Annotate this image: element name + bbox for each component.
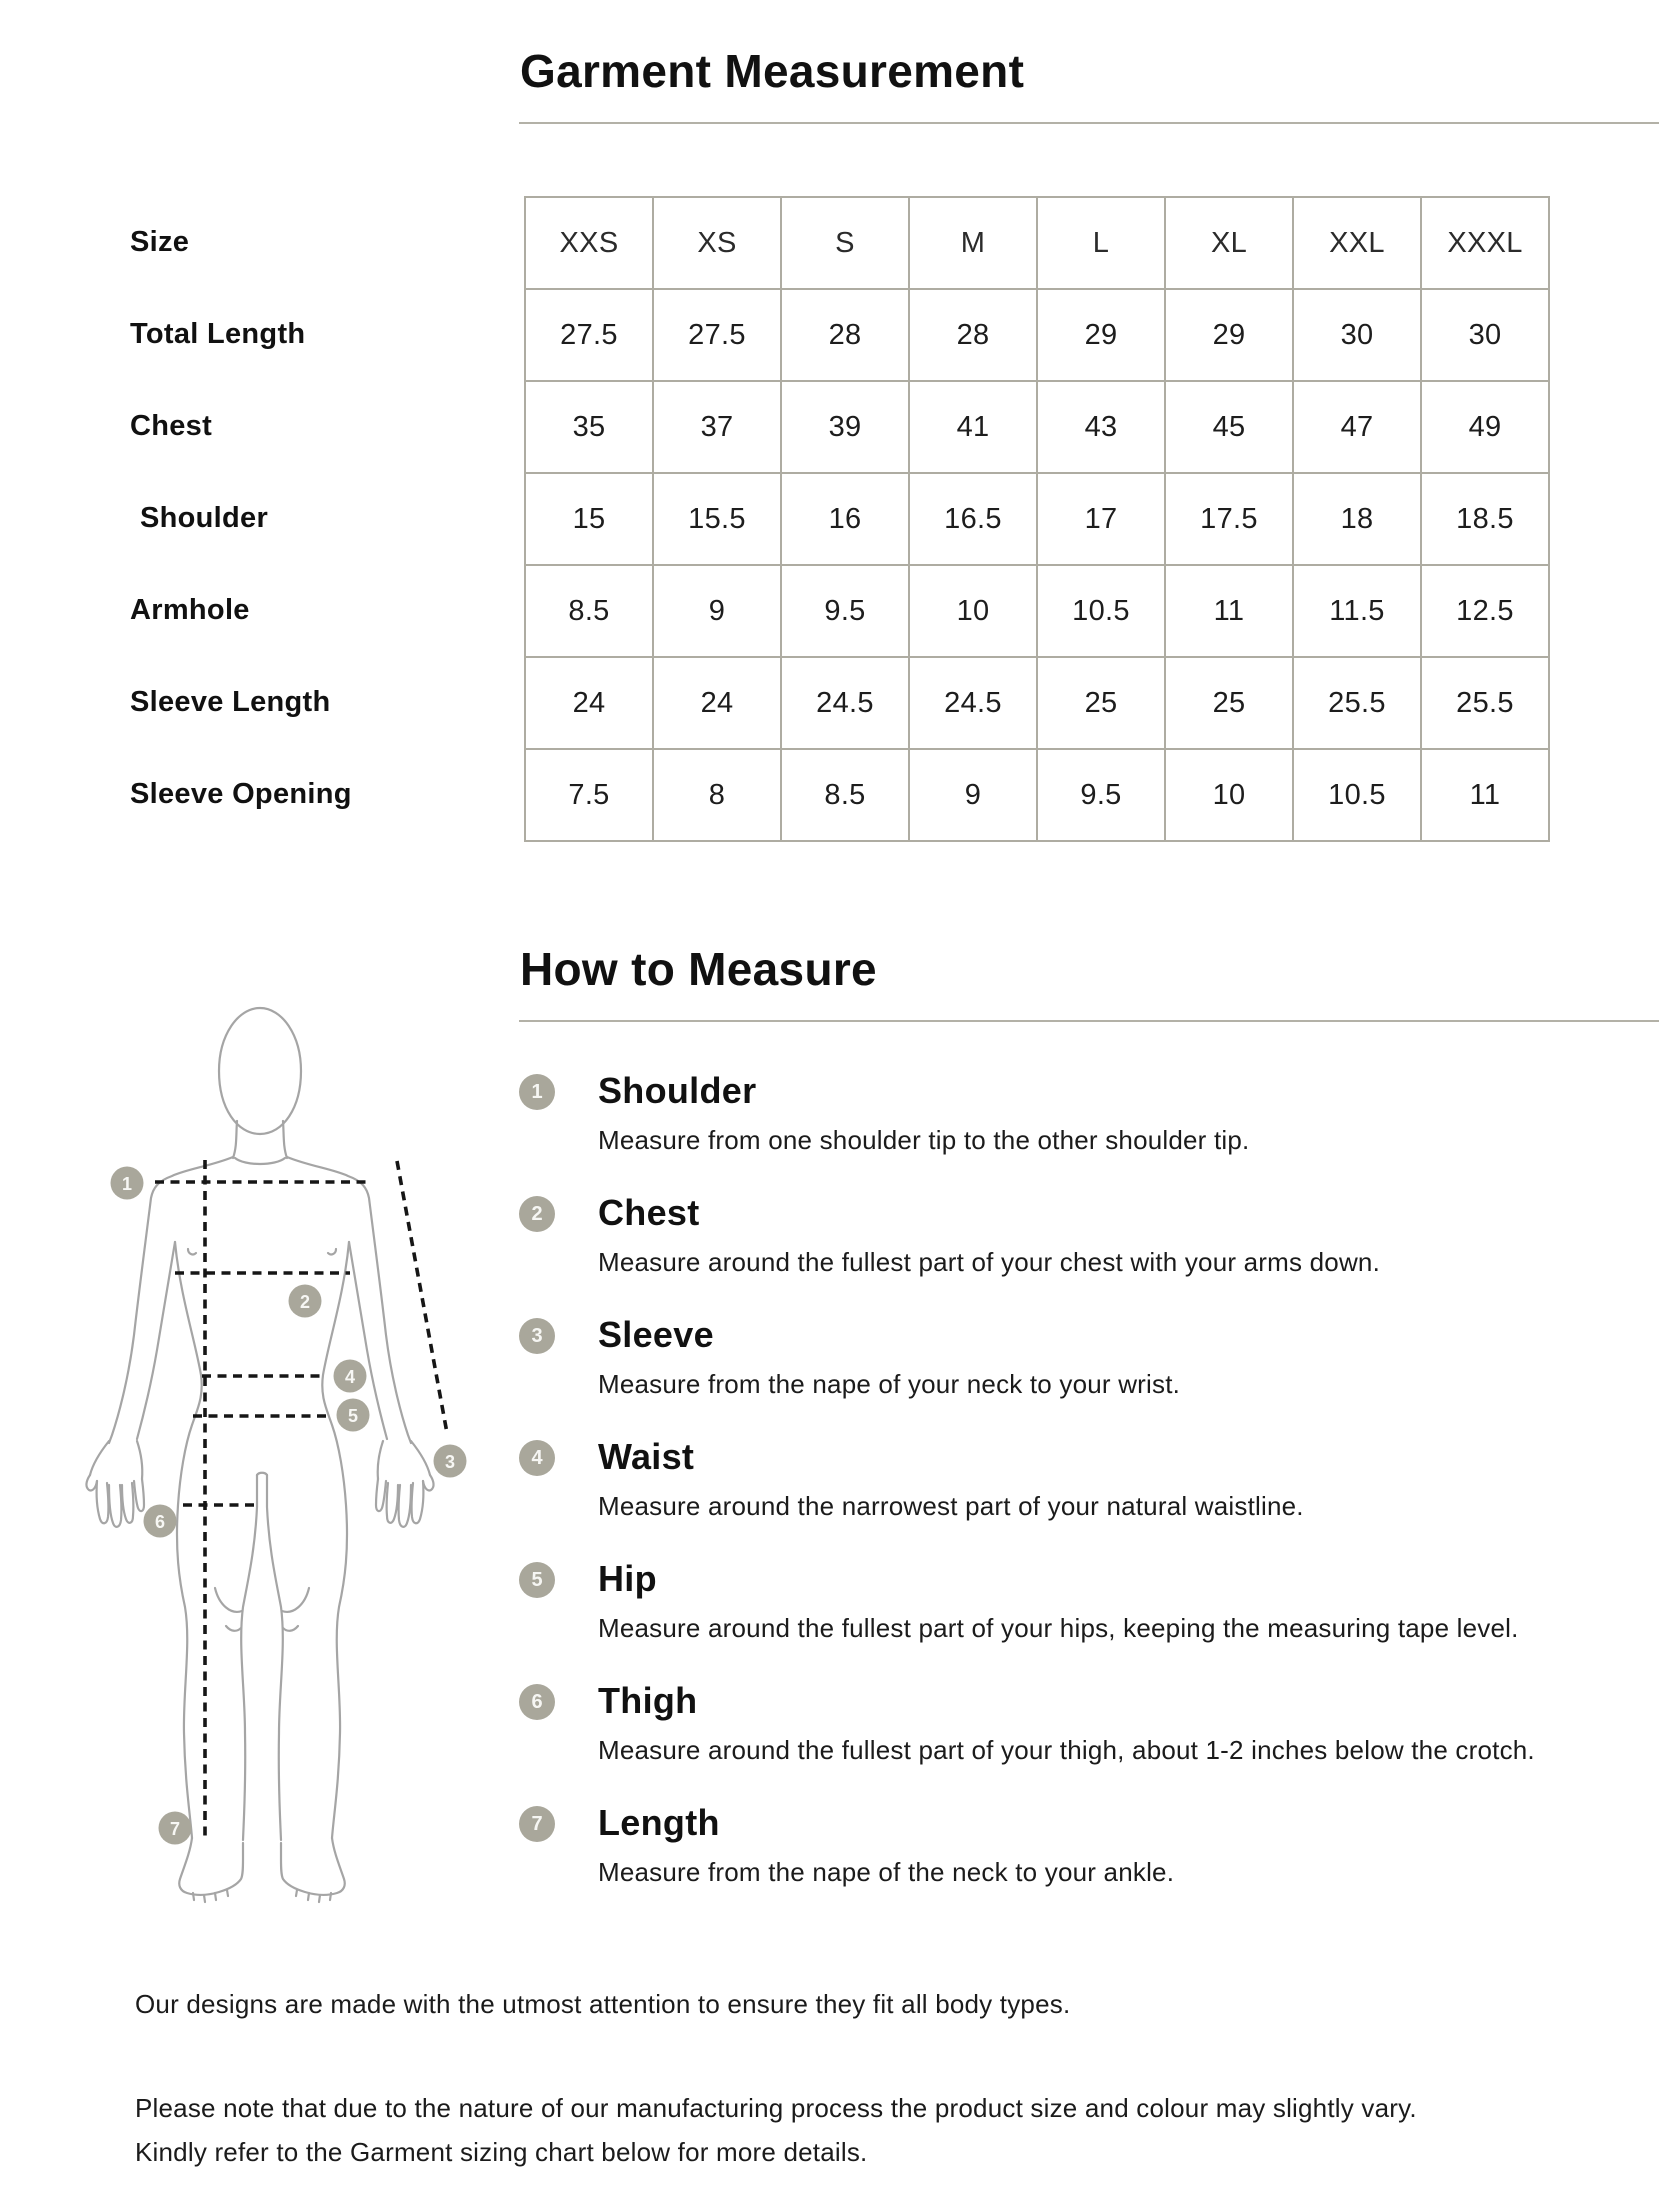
measurement-cell: 27.5 <box>525 289 653 381</box>
measurement-cell: 35 <box>525 381 653 473</box>
instruction-text <box>598 1680 1535 1766</box>
measurement-cell: 11 <box>1421 749 1549 841</box>
measurement-cell: 10 <box>1165 749 1293 841</box>
size-col-header: S <box>781 197 909 289</box>
measurement-cell: 25 <box>1037 657 1165 749</box>
instruction-number-badge <box>519 1196 555 1232</box>
figure-badge-3 <box>434 1445 467 1478</box>
measurement-cell: 15.5 <box>653 473 781 565</box>
size-chart-header-row <box>525 197 1549 289</box>
measurement-cell: 8.5 <box>781 749 909 841</box>
body-outline-figure <box>86 1008 433 1902</box>
measurement-cell: 18 <box>1293 473 1421 565</box>
measurement-cell: 11 <box>1165 565 1293 657</box>
instruction-number: 4 <box>531 1446 543 1469</box>
svg-text:6: 6 <box>154 1512 166 1532</box>
size-chart-row-label: Size <box>130 225 190 258</box>
instruction-text <box>598 1070 1249 1156</box>
measurement-cell: 24 <box>653 657 781 749</box>
instruction-item <box>519 1558 1667 1644</box>
svg-text:3: 3 <box>444 1452 456 1472</box>
size-col-header: XXXL <box>1421 197 1549 289</box>
size-chart-row-label: Shoulder <box>140 501 269 534</box>
instruction-title: Thigh <box>598 1680 698 1721</box>
measurement-cell: 45 <box>1165 381 1293 473</box>
collar-line <box>235 1158 285 1164</box>
arm-outer-left <box>109 1157 233 1443</box>
measurement-cell: 11.5 <box>1293 565 1421 657</box>
svg-text:2: 2 <box>299 1292 311 1312</box>
measurement-row <box>525 289 1549 381</box>
hand-left <box>86 1441 144 1527</box>
instruction-number: 5 <box>531 1568 543 1591</box>
svg-text:5: 5 <box>347 1406 359 1426</box>
instruction-item <box>519 1192 1667 1278</box>
hand-right <box>376 1441 434 1527</box>
measurement-cell: 25 <box>1165 657 1293 749</box>
measurement-cell: 28 <box>781 289 909 381</box>
note-line: Our designs are made with the utmost attention to ensure they fit all body types. <box>135 1989 1071 2019</box>
measurement-cell: 17.5 <box>1165 473 1293 565</box>
size-col-header: L <box>1037 197 1165 289</box>
measurement-cell: 25.5 <box>1421 657 1549 749</box>
measurement-row <box>525 657 1549 749</box>
instruction-description: Measure from the nape of your neck to your wrist. <box>598 1369 1181 1399</box>
sleeve-measure-line <box>397 1161 447 1433</box>
instruction-item <box>519 1314 1667 1400</box>
measurement-cell: 15 <box>525 473 653 565</box>
foot-right <box>281 1838 345 1902</box>
measurement-cell: 10.5 <box>1037 565 1165 657</box>
measurement-row <box>525 749 1549 841</box>
leg-inner-right <box>267 1475 283 1840</box>
measurement-cell: 49 <box>1421 381 1549 473</box>
size-chart-row-label: Chest <box>130 409 213 442</box>
instruction-item <box>519 1680 1667 1766</box>
size-chart-row-label: Sleeve Opening <box>130 777 352 810</box>
measurement-cell: 9.5 <box>1037 749 1165 841</box>
instruction-description: Measure around the fullest part of your hips, keeping the measuring tape level. <box>598 1613 1519 1643</box>
size-chart-body <box>525 289 1549 841</box>
instruction-number-badge <box>519 1074 555 1110</box>
measurement-cell: 28 <box>909 289 1037 381</box>
notes <box>135 1982 1635 2174</box>
instruction-number-badge <box>519 1318 555 1354</box>
measurement-cell: 16.5 <box>909 473 1037 565</box>
measurement-cell: 29 <box>1165 289 1293 381</box>
size-chart-row-label: Total Length <box>130 317 306 350</box>
measurement-cell: 8.5 <box>525 565 653 657</box>
instruction-description: Measure from one shoulder tip to the other shoulder tip. <box>598 1125 1250 1155</box>
measurement-cell: 29 <box>1037 289 1165 381</box>
figure-badge-5 <box>337 1399 370 1432</box>
measurement-cell: 12.5 <box>1421 565 1549 657</box>
measurement-cell: 43 <box>1037 381 1165 473</box>
instruction-number-badge <box>519 1562 555 1598</box>
measurement-cell: 17 <box>1037 473 1165 565</box>
figure-badge-6 <box>144 1505 177 1538</box>
knee-left <box>215 1588 242 1612</box>
measurement-cell: 9 <box>653 565 781 657</box>
leg-inner-left <box>241 1475 257 1840</box>
measurement-row <box>525 565 1549 657</box>
instruction-description: Measure around the fullest part of your thigh, about 1-2 inches below the crotch. <box>598 1735 1535 1765</box>
instruction-item <box>519 1802 1667 1888</box>
size-chart-row-label: Armhole <box>130 593 250 626</box>
svg-text:1: 1 <box>121 1174 133 1194</box>
measurement-cell: 27.5 <box>653 289 781 381</box>
instruction-text <box>598 1802 1174 1888</box>
figure-badge-7 <box>159 1812 192 1845</box>
instruction-text <box>598 1314 1180 1400</box>
measurement-cell: 24.5 <box>909 657 1037 749</box>
head-outline <box>219 1008 301 1134</box>
instruction-title: Chest <box>598 1192 700 1233</box>
size-col-header: XL <box>1165 197 1293 289</box>
crotch-line <box>257 1473 267 1475</box>
instruction-number-badge <box>519 1806 555 1842</box>
foot-left <box>179 1838 243 1902</box>
measurement-cell: 30 <box>1421 289 1549 381</box>
size-col-header: XXL <box>1293 197 1421 289</box>
measurement-cell: 10.5 <box>1293 749 1421 841</box>
measurement-cell: 7.5 <box>525 749 653 841</box>
instruction-item <box>519 1436 1667 1522</box>
instruction-text <box>598 1192 1380 1278</box>
measurement-row <box>525 381 1549 473</box>
measurement-cell: 8 <box>653 749 781 841</box>
measurement-cell: 37 <box>653 381 781 473</box>
instruction-number: 7 <box>531 1812 543 1835</box>
garment-title-rule <box>519 122 1659 124</box>
instruction-title: Waist <box>598 1436 695 1477</box>
instruction-description: Measure from the nape of the neck to your ankle. <box>598 1857 1175 1887</box>
instruction-number: 2 <box>531 1202 543 1225</box>
figure-badge-1 <box>111 1167 144 1200</box>
instruction-number: 3 <box>531 1324 543 1347</box>
measurement-cell: 16 <box>781 473 909 565</box>
measurement-cell: 24.5 <box>781 657 909 749</box>
measurement-cell: 30 <box>1293 289 1421 381</box>
torso-leg-right <box>322 1242 349 1838</box>
nipple-left <box>188 1249 196 1254</box>
instruction-text <box>598 1436 1304 1522</box>
instruction-text <box>598 1558 1519 1644</box>
measurement-cell: 10 <box>909 565 1037 657</box>
instruction-description: Measure around the narrowest part of your natural waistline. <box>598 1491 1304 1521</box>
instruction-number: 1 <box>531 1080 543 1103</box>
instruction-title: Sleeve <box>598 1314 714 1355</box>
measurement-cell: 25.5 <box>1293 657 1421 749</box>
size-col-header: M <box>909 197 1037 289</box>
how-to-title-rule <box>519 1020 1659 1022</box>
measurement-cell: 9.5 <box>781 565 909 657</box>
size-chart-row-labels <box>130 196 510 840</box>
note-line: Please note that due to the nature of our manufacturing process the product size and colour may slightly vary. <box>135 2093 1417 2123</box>
instruction-description: Measure around the fullest part of your chest with your arms down. <box>598 1247 1381 1277</box>
how-to-measure-list <box>519 1070 1667 1924</box>
measurement-row <box>525 473 1549 565</box>
size-col-header: XXS <box>525 197 653 289</box>
instruction-number-badge <box>519 1684 555 1720</box>
figure-badge-4 <box>334 1360 367 1393</box>
measurement-cell: 41 <box>909 381 1037 473</box>
instruction-number: 6 <box>531 1690 543 1713</box>
svg-text:7: 7 <box>169 1819 181 1839</box>
measurement-cell: 39 <box>781 381 909 473</box>
instruction-title: Shoulder <box>598 1070 757 1111</box>
body-measurement-diagram <box>85 995 475 1905</box>
measurement-cell: 18.5 <box>1421 473 1549 565</box>
how-to-measure-title: How to Measure <box>520 943 877 995</box>
size-chart-table <box>524 196 1550 842</box>
instruction-number-badge <box>519 1440 555 1476</box>
svg-text:4: 4 <box>344 1367 356 1387</box>
instruction-item <box>519 1070 1667 1156</box>
instruction-title: Length <box>598 1802 720 1843</box>
size-chart <box>524 196 1550 842</box>
size-col-header: XS <box>653 197 781 289</box>
instruction-title: Hip <box>598 1558 657 1599</box>
neck-left <box>233 1121 237 1158</box>
nipple-right <box>328 1249 336 1254</box>
knee-right <box>282 1588 309 1612</box>
measurement-cell: 9 <box>909 749 1037 841</box>
torso-leg-left <box>175 1242 202 1838</box>
figure-badge-2 <box>289 1285 322 1318</box>
neck-right <box>283 1121 287 1158</box>
garment-measurement-title: Garment Measurement <box>520 45 1025 97</box>
measurement-cell: 24 <box>525 657 653 749</box>
note-line: Kindly refer to the Garment sizing chart below for more details. <box>135 2137 868 2167</box>
size-chart-row-label: Sleeve Length <box>130 685 331 718</box>
measurement-cell: 47 <box>1293 381 1421 473</box>
